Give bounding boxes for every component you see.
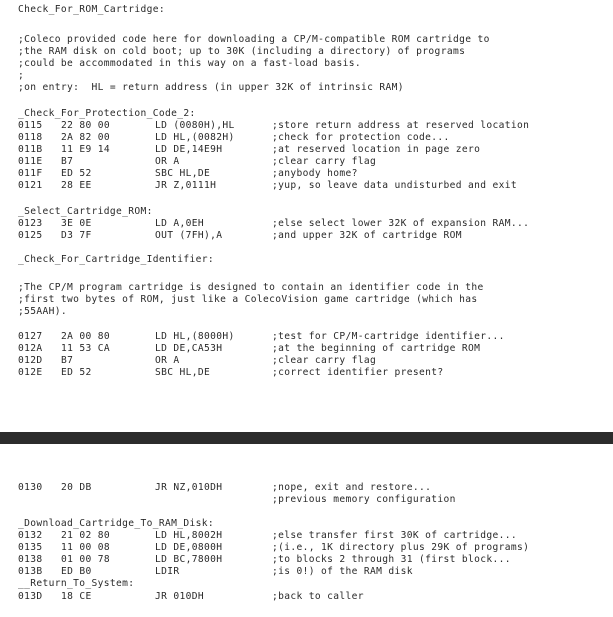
opcode-bytes: 20 DB — [61, 482, 92, 493]
instruction: SBC HL,DE — [155, 168, 211, 179]
comment: ;else transfer first 30K of cartridge... — [272, 530, 518, 541]
comment: ;to blocks 2 through 31 (first block... — [272, 554, 511, 565]
instruction: LD HL,(0082H) — [155, 132, 235, 143]
instruction: LD DE,CA53H — [155, 343, 223, 354]
instruction: JR Z,0111H — [155, 180, 217, 191]
section-label: _Select_Cartridge_ROM: — [18, 206, 153, 217]
opcode-bytes: 01 00 78 — [61, 554, 111, 565]
intro-line: ;Coleco provided code here for downloading a CP/M-compatible ROM cartridge to — [18, 34, 490, 45]
address: 011E — [18, 156, 43, 167]
address: 0138 — [18, 554, 43, 565]
identifier-text-line: ;first two bytes of ROM, just like a ColecoVision game cartridge (which has — [18, 294, 478, 305]
opcode-bytes: 22 80 00 — [61, 120, 111, 131]
comment: ;at the beginning of cartridge ROM — [272, 343, 481, 354]
opcode-bytes: ED B0 — [61, 566, 92, 577]
comment: ;at reserved location in page zero — [272, 144, 481, 155]
opcode-bytes: 11 00 08 — [61, 542, 111, 553]
opcode-bytes: B7 — [61, 156, 74, 167]
address: 011B — [18, 144, 43, 155]
instruction: LD DE,0800H — [155, 542, 223, 553]
identifier-text-line: ;55AAH). — [18, 306, 68, 317]
comment: ;check for protection code... — [272, 132, 450, 143]
instruction: LD A,0EH — [155, 218, 205, 229]
opcode-bytes: 28 EE — [61, 180, 92, 191]
opcode-bytes: 2A 82 00 — [61, 132, 111, 143]
intro-line: ; — [18, 70, 25, 81]
address: 0127 — [18, 331, 43, 342]
routine-title: Check_For_ROM_Cartridge: — [18, 4, 166, 15]
instruction: LD (0080H),HL — [155, 120, 235, 131]
opcode-bytes: B7 — [61, 355, 74, 366]
comment-continuation: ;previous memory configuration — [272, 494, 456, 505]
comment: ;yup, so leave data undisturbed and exit — [272, 180, 518, 191]
address: 0132 — [18, 530, 43, 541]
address: 013B — [18, 566, 43, 577]
comment: ;nope, exit and restore... — [272, 482, 432, 493]
instruction: LDIR — [155, 566, 180, 577]
instruction: SBC HL,DE — [155, 367, 211, 378]
address: 0121 — [18, 180, 43, 191]
address: 0130 — [18, 482, 43, 493]
instruction: JR NZ,010DH — [155, 482, 223, 493]
intro-line: ;could be accommodated in this way on a fast-load basis. — [18, 58, 362, 69]
identifier-text-line: ;The CP/M program cartridge is designed to contain an identifier code in the — [18, 282, 484, 293]
instruction: LD BC,7800H — [155, 554, 223, 565]
instruction: OR A — [155, 156, 180, 167]
intro-line: ;on entry: HL = return address (in upper 32K of intrinsic RAM) — [18, 82, 404, 93]
address: 0115 — [18, 120, 43, 131]
comment: ;test for CP/M-cartridge identifier... — [272, 331, 505, 342]
section-label: _Check_For_Protection_Code_2: — [18, 108, 196, 119]
opcode-bytes: 3E 0E — [61, 218, 92, 229]
address: 013D — [18, 591, 43, 602]
comment: ;correct identifier present? — [272, 367, 444, 378]
address: 0118 — [18, 132, 43, 143]
address: 0123 — [18, 218, 43, 229]
comment: ;is 0!) of the RAM disk — [272, 566, 413, 577]
instruction: LD DE,14E9H — [155, 144, 223, 155]
instruction: OR A — [155, 355, 180, 366]
comment: ;else select lower 32K of expansion RAM... — [272, 218, 530, 229]
instruction: OUT (7FH),A — [155, 230, 223, 241]
address: 0125 — [18, 230, 43, 241]
opcode-bytes: 2A 00 80 — [61, 331, 111, 342]
page-divider — [0, 432, 613, 444]
comment: ;clear carry flag — [272, 355, 377, 366]
opcode-bytes: 18 CE — [61, 591, 92, 602]
address: 012E — [18, 367, 43, 378]
opcode-bytes: ED 52 — [61, 367, 92, 378]
address: 011F — [18, 168, 43, 179]
opcode-bytes: 21 02 80 — [61, 530, 111, 541]
section-label: __Return_To_System: — [18, 578, 135, 589]
instruction: LD HL,(8000H) — [155, 331, 235, 342]
comment: ;clear carry flag — [272, 156, 377, 167]
address: 012D — [18, 355, 43, 366]
instruction: JR 010DH — [155, 591, 205, 602]
section-label: _Download_Cartridge_To_RAM_Disk: — [18, 518, 215, 529]
opcode-bytes: D3 7F — [61, 230, 92, 241]
section-label: _Check_For_Cartridge_Identifier: — [18, 254, 215, 265]
comment: ;(i.e., 1K directory plus 29K of programs) — [272, 542, 530, 553]
instruction: LD HL,8002H — [155, 530, 223, 541]
opcode-bytes: ED 52 — [61, 168, 92, 179]
comment: ;back to caller — [272, 591, 364, 602]
comment: ;anybody home? — [272, 168, 358, 179]
address: 0135 — [18, 542, 43, 553]
comment: ;store return address at reserved location — [272, 120, 530, 131]
intro-line: ;the RAM disk on cold boot; up to 30K (including a directory) of programs — [18, 46, 466, 57]
comment: ;and upper 32K of cartridge ROM — [272, 230, 462, 241]
opcode-bytes: 11 E9 14 — [61, 144, 111, 155]
opcode-bytes: 11 53 CA — [61, 343, 111, 354]
address: 012A — [18, 343, 43, 354]
